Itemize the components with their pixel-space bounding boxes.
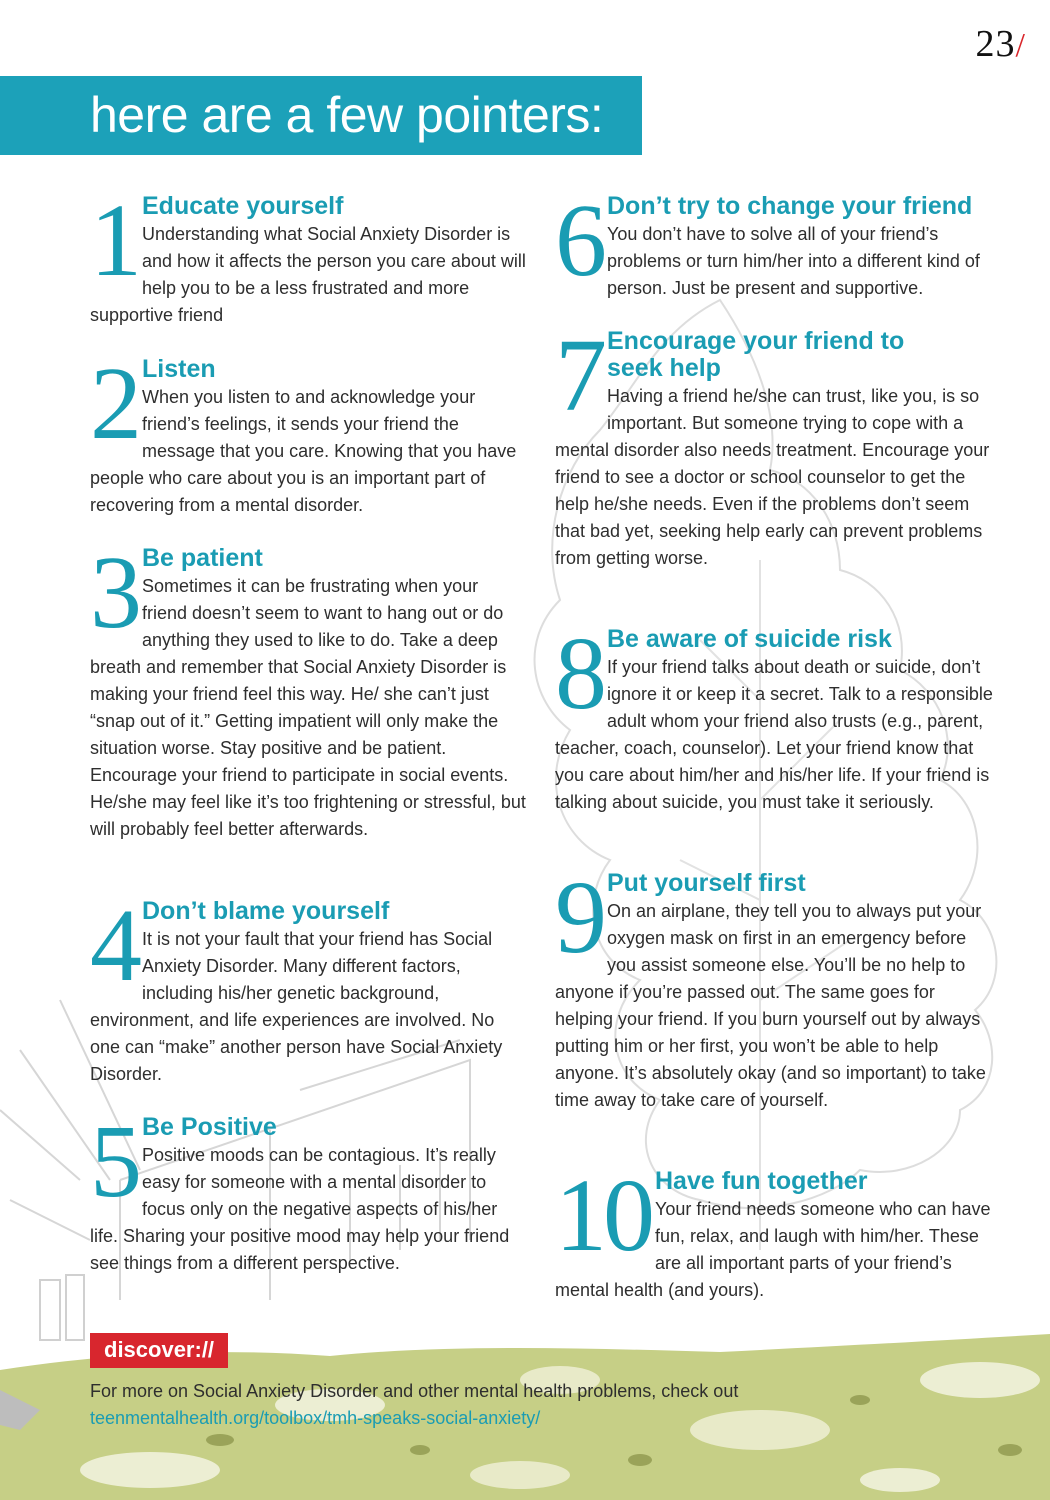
tip-6: [555, 183, 995, 302]
tip-body: When you listen to and acknowledge your friend’s feelings, it sends your friend the message that you care. Knowing that you have people who care about you is an important part of recovering from a mental disorder.: [90, 387, 517, 515]
page-number: [976, 22, 1026, 66]
discover-badge: discover://: [90, 1333, 228, 1368]
tip-number: 6: [555, 183, 603, 298]
tip-body: Understanding what Social Anxiety Disorder is and how it affects the person you care about will help you to be a less frustrated and more supportive friend: [90, 224, 526, 325]
tip-number: 3: [90, 535, 138, 650]
tip-2: [90, 346, 526, 519]
tip-title: Be patient: [142, 544, 263, 572]
tip-body: Your friend needs someone who can have fun, relax, and laugh with him/her. These are all important parts of your friend’s mental health (and yours).: [555, 1199, 991, 1300]
tip-title: Be Positive: [142, 1113, 277, 1141]
title-banner: [0, 76, 642, 155]
tip-8: [555, 616, 995, 816]
tip-number: 1: [90, 183, 138, 298]
discover-text: For more on Social Anxiety Disorder and other mental health problems, check out: [90, 1381, 739, 1401]
tip-number: 10: [555, 1158, 651, 1273]
tip-7: [555, 318, 995, 572]
tip-body: If your friend talks about death or suicide, don’t ignore it or keep it a secret. Talk to a responsible adult whom your friend also trusts (e.g., parent, teacher, coach, counselor). Let your friend know that you care about him/her and his/her life. If your friend is talking about suicide, you must take it seriously.: [555, 657, 993, 812]
tip-title: Be aware of suicide risk: [607, 625, 892, 653]
tip-title: Educate yourself: [142, 192, 344, 220]
tip-4: [90, 888, 526, 1088]
tip-body: It is not your fault that your friend has Social Anxiety Disorder. Many different factors, including his/her genetic background, environment, and life experiences are involved. No one can “make” another person have Social Anxiety Disorder.: [90, 929, 503, 1084]
tip-body: Having a friend he/she can trust, like you, is so important. But someone trying to cope with a mental disorder also needs treatment. Encourage your friend to see a doctor or school counselor to get the help he/she needs. Even if the problems don’t seem that bad yet, seeking help early can prevent problems from getting worse.: [555, 386, 990, 568]
tip-number: 4: [90, 888, 138, 1003]
tip-title: Listen: [142, 355, 216, 383]
tip-1: [90, 183, 526, 329]
page-title: here are a few pointers:: [90, 87, 604, 143]
tip-3: [90, 535, 526, 843]
tip-body: You don’t have to solve all of your friend’s problems or turn him/her into a different kind of person. Just be present and supportive.: [607, 224, 980, 298]
tip-body: On an airplane, they tell you to always put your oxygen mask on first in an emergency before you assist someone else. You’ll be no help to anyone if you’re passed out. The same goes for helping your friend. If you burn yourself out by always putting him or her first, you won’t be able to help anyone. It’s absolutely okay (and so important) to take time away to take care of yourself.: [555, 901, 986, 1110]
page-number-value: 23: [975, 23, 1016, 65]
tip-title: Encourage your friend to seek help: [607, 327, 905, 382]
resource-link[interactable]: teenmentalhealth.org/toolbox/tmh-speaks-social-anxiety/: [90, 1408, 541, 1428]
tip-body: Positive moods can be contagious. It’s really easy for someone with a mental disorder to focus only on the negative aspects of his/her life. Sharing your positive mood may help your friend see things from a different perspective.: [90, 1145, 510, 1273]
tip-title: Don’t try to change your friend: [607, 192, 973, 220]
tip-title: Put yourself first: [607, 869, 806, 897]
tip-body: Sometimes it can be frustrating when your friend doesn’t seem to want to hang out or do anything they used to like to do. Take a deep breath and remember that Social Anxiety Disorder is making your friend feel this way. He/ she can’t just “snap out of it.” Getting impatient will only make the situation worse. Stay positive and be patient. Encourage your friend to participate in social events. He/she may feel like it’s too frightening or stressful, but will probably feel better afterwards.: [90, 576, 526, 839]
tip-9: [555, 860, 995, 1114]
tip-number: 8: [555, 616, 603, 731]
tip-number: 5: [90, 1104, 138, 1219]
tip-10: [555, 1158, 995, 1304]
tip-5: [90, 1104, 526, 1277]
page-number-slash: /: [1015, 27, 1026, 64]
tip-title: Don’t blame yourself: [142, 897, 390, 925]
tip-number: 9: [555, 860, 603, 975]
tip-number: 7: [555, 318, 603, 433]
tip-number: 2: [90, 346, 138, 461]
tip-title: Have fun together: [655, 1167, 868, 1195]
